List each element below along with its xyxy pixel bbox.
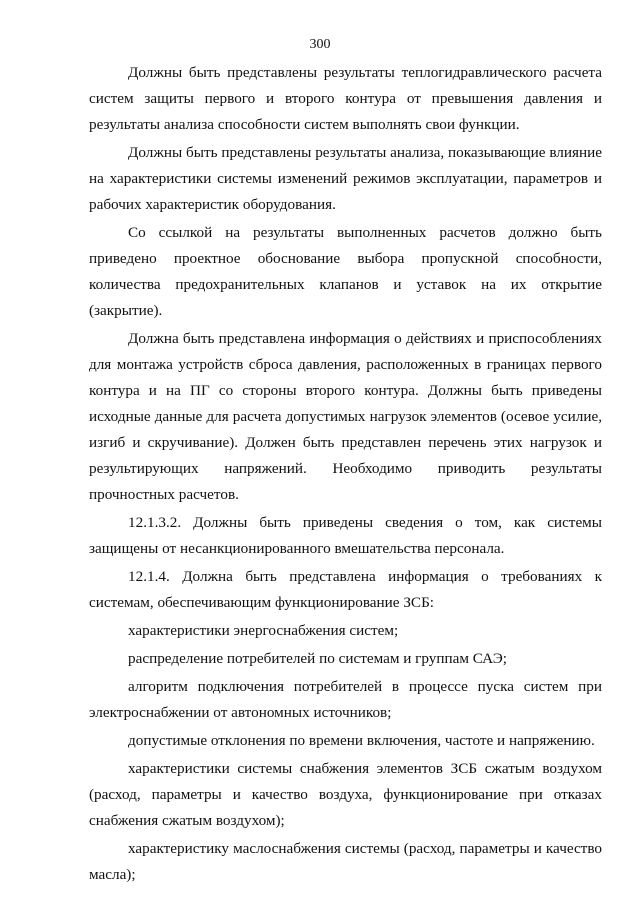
paragraph-12-1-3-2: 12.1.3.2. Должны быть приведены сведения о том, как системы защищены от несанкционированного вмешательства персонала. <box>89 514 602 557</box>
list-item-oil-supply: характеристику маслоснабжения системы (расход, параметры и качество масла); <box>89 840 602 883</box>
list-item-compressed-air: характеристики системы снабжения элементов ЗСБ сжатым воздухом (расход, параметры и качество воздуха, функционирование при отказах снабжения сжатым воздухом); <box>89 760 602 829</box>
paragraph-design-justification: Со ссылкой на результаты выполненных расчетов должно быть приведено проектное обоснование выбора пропускной способности, количества предохранительных клапанов и уставок на их открытие (закрытие). <box>89 224 602 319</box>
document-body <box>89 60 602 888</box>
list-item-connection-algorithm: алгоритм подключения потребителей в процессе пуска систем при электроснабжении от автономных источников; <box>89 678 602 721</box>
paragraph-analysis-results: Должны быть представлены результаты анализа, показывающие влияние на характеристики системы изменений режимов эксплуатации, параметров и рабочих характеристик оборудования. <box>89 144 602 213</box>
paragraph-12-1-4: 12.1.4. Должна быть представлена информация о требованиях к системам, обеспечивающим функционирование ЗСБ: <box>89 568 602 611</box>
page-number: 300 <box>309 37 331 52</box>
list-item-consumer-distribution: распределение потребителей по системам и группам САЭ; <box>128 650 507 667</box>
paragraph-thermohydraulic-results: Должны быть представлены результаты теплогидравлического расчета систем защиты первого и второго контура от превышения давления и результаты анализа способности систем выполнять свои функции. <box>89 64 602 133</box>
list-item-power-supply: характеристики энергоснабжения систем; <box>128 622 399 639</box>
paragraph-pressure-relief-info: Должна быть представлена информация о действиях и приспособлениях для монтажа устройств сброса давления, расположенных в границах первого контура и на ПГ со стороны второго контура. Должны быть приведены исходные данные для расчета допустимых нагрузок элементов (осевое усилие, изгиб и скручивание). Должен быть представлен перечень этих нагрузок и результирующих напряжений. Необходимо приводить результаты прочностных расчетов. <box>89 330 602 503</box>
list-item-allowed-deviations: допустимые отклонения по времени включения, частоте и напряжению. <box>128 732 595 749</box>
